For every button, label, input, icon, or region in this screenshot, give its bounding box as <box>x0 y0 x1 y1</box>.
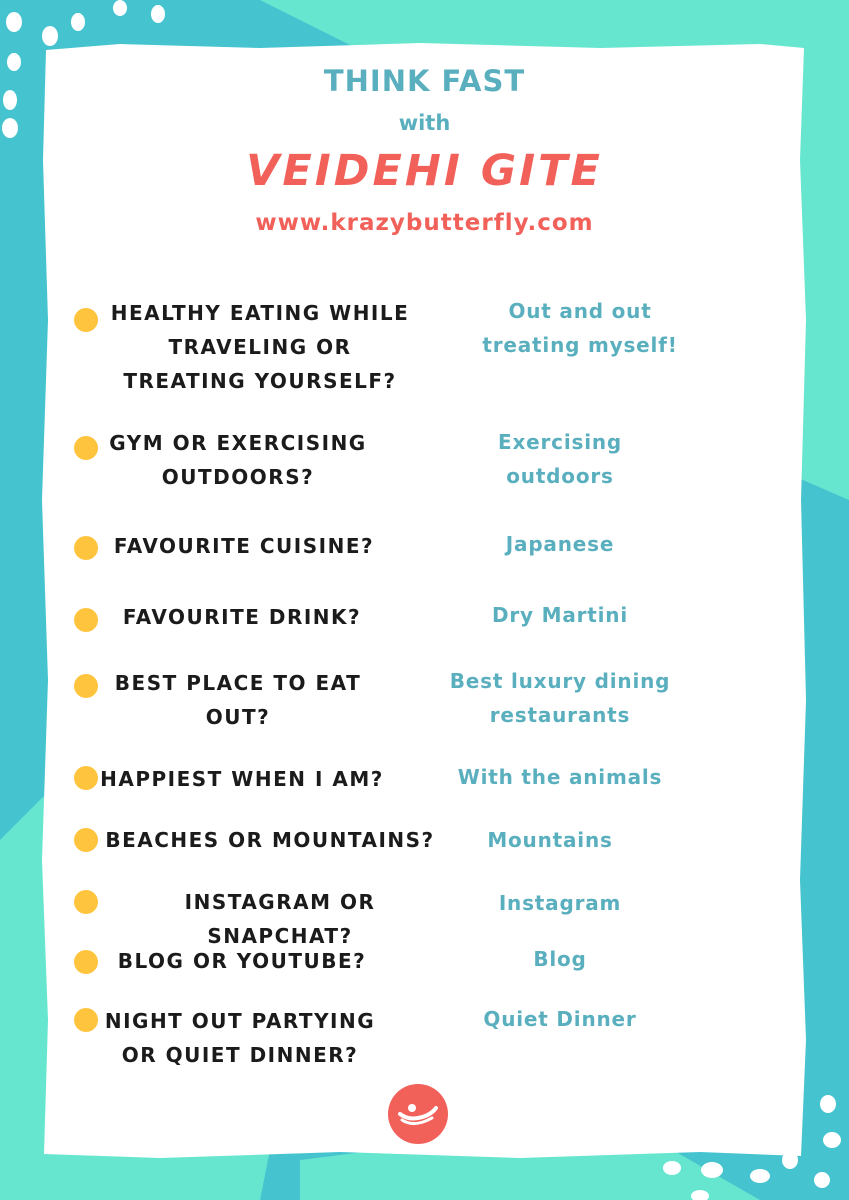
page-title: THINK FAST <box>323 64 526 98</box>
answer-text: Quiet Dinner <box>483 1007 637 1031</box>
answer-text: Best luxury dining restaurants <box>449 669 671 727</box>
question-text: BEST PLACE TO EAT OUT? <box>114 671 362 729</box>
question-text: HEALTHY EATING WHILE TRAVELING OR TREATING YOURSELF? <box>110 301 410 393</box>
author-name: VEIDEHI GITE <box>246 146 603 196</box>
question-text: NIGHT OUT PARTYING OR QUIET DINNER? <box>104 1009 376 1067</box>
website-link[interactable]: www.krazybutterfly.com <box>255 210 594 236</box>
answer-text: Exercising outdoors <box>497 430 622 488</box>
question-text: HAPPIEST WHEN I AM? <box>100 767 384 791</box>
question-text: GYM OR EXERCISING OUTDOORS? <box>109 431 367 489</box>
bullet-icon <box>74 828 98 852</box>
answer-text: Dry Martini <box>491 603 629 627</box>
answer-text: Mountains <box>487 828 613 852</box>
answer-text: Out and out treating myself! <box>482 299 678 357</box>
subtitle-with: with <box>398 111 451 135</box>
question-text: FAVOURITE CUISINE? <box>113 534 375 558</box>
bullet-icon <box>74 890 98 914</box>
question-text: BEACHES OR MOUNTAINS? <box>105 828 435 852</box>
answer-text: With the animals <box>457 765 663 789</box>
question-text: INSTAGRAM OR SNAPCHAT? <box>184 890 376 948</box>
butterfly-logo-icon <box>388 1084 448 1144</box>
question-text: BLOG OR YOUTUBE? <box>117 949 367 973</box>
answer-text: Blog <box>533 947 587 971</box>
answer-text: Japanese <box>505 532 615 556</box>
question-text: FAVOURITE DRINK? <box>122 605 362 629</box>
answer-text: Instagram <box>498 891 622 915</box>
